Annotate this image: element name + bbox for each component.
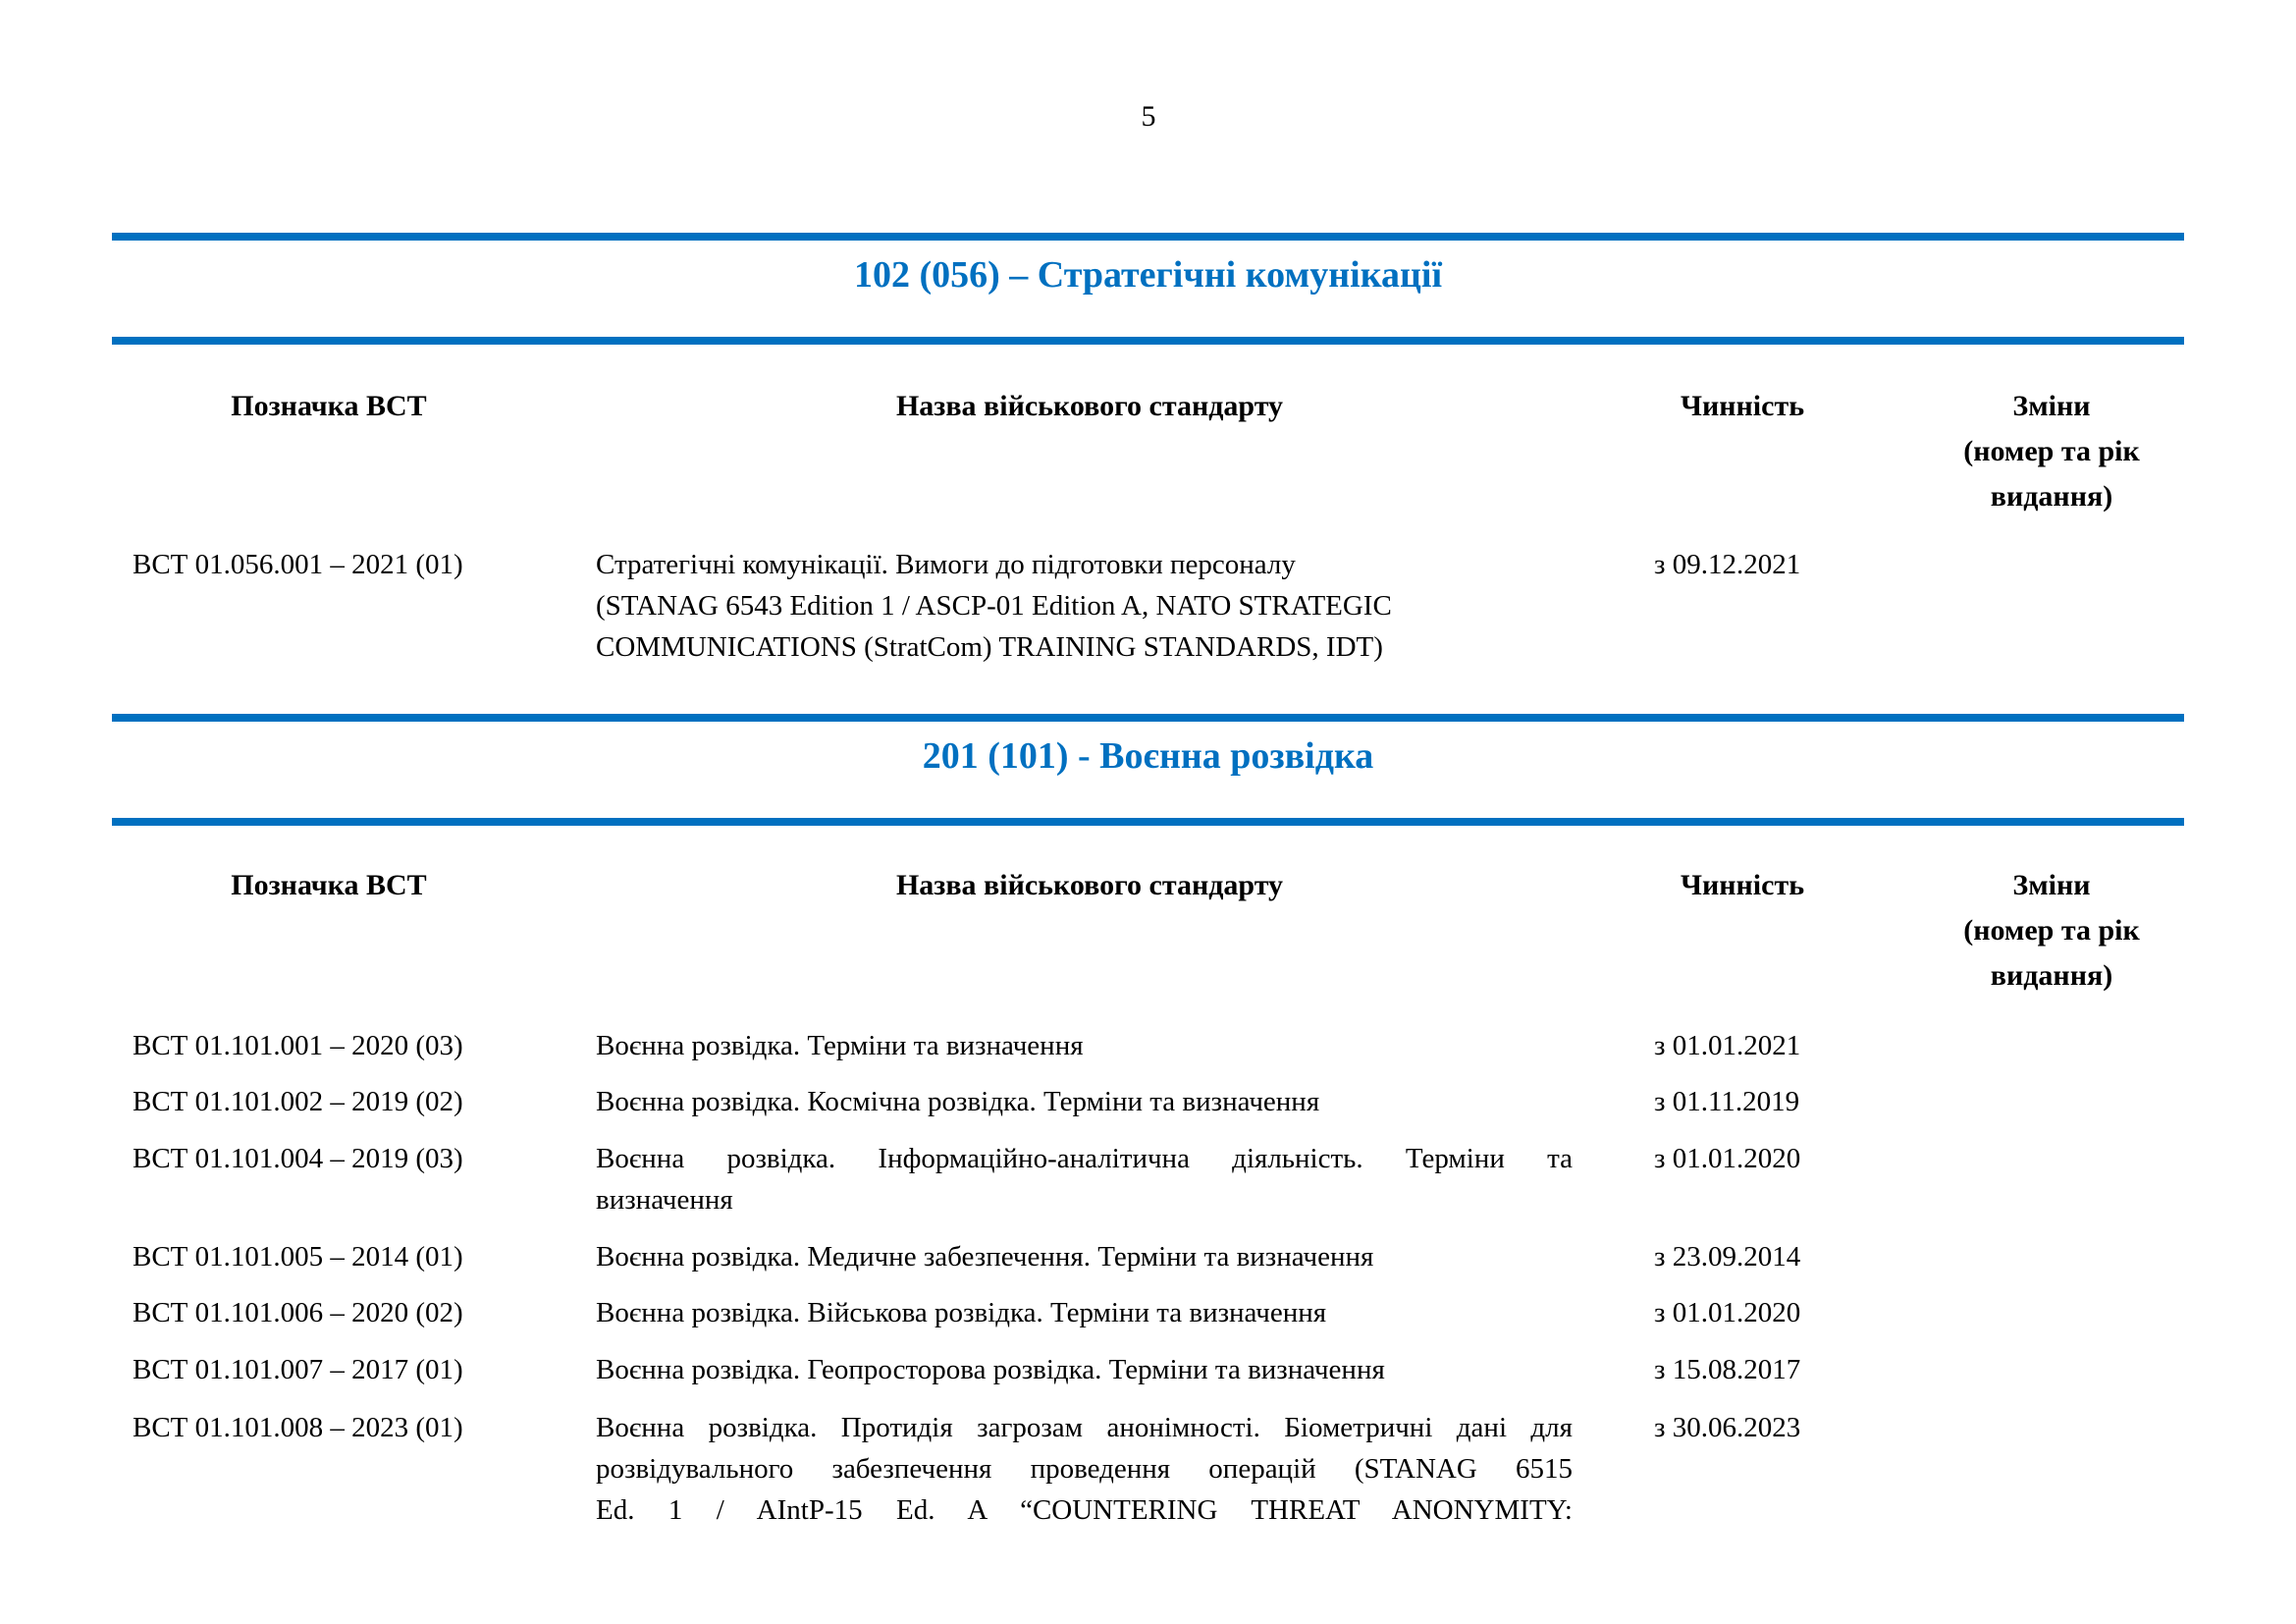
- header-changes-line: (номер та рік: [1963, 435, 2140, 467]
- header-validity: Чинність: [1680, 390, 1805, 422]
- section-title: 201 (101) - Воєнна розвідка: [922, 735, 1374, 777]
- standard-name: [596, 1025, 1573, 1066]
- standard-name-line: розвідувального забезпечення проведення операцій (STANAG 6515: [596, 1453, 1573, 1485]
- section-rule-top: [112, 714, 2184, 722]
- validity-date: з 01.11.2019: [1654, 1086, 1800, 1117]
- header-validity: Чинність: [1680, 869, 1805, 901]
- standard-name: [596, 1292, 1573, 1333]
- standard-name-line: (STANAG 6543 Edition 1 / ASCP-01 Edition A, NATO STRATEGIC: [596, 590, 1392, 622]
- validity-date: з 09.12.2021: [1654, 549, 1801, 580]
- standard-name-line: визначення: [596, 1184, 733, 1216]
- standard-name-line: Воєнна розвідка. Космічна розвідка. Терміни та визначення: [596, 1086, 1320, 1117]
- header-code: Позначка ВСТ: [231, 390, 427, 422]
- header-changes-line: видання): [1990, 959, 2113, 992]
- standard-name-line: Воєнна розвідка. Медичне забезпечення. Терміни та визначення: [596, 1241, 1374, 1272]
- validity-date: з 30.06.2023: [1654, 1412, 1801, 1443]
- page-number: 5: [1141, 100, 1156, 133]
- standard-code: ВСТ 01.101.007 – 2017 (01): [133, 1354, 463, 1385]
- standard-code: ВСТ 01.101.005 – 2014 (01): [133, 1241, 463, 1272]
- header-name: Назва військового стандарту: [895, 390, 1284, 422]
- standard-name: [596, 544, 1627, 668]
- standard-name: [596, 1407, 1573, 1531]
- header-changes: [1904, 863, 2199, 999]
- standard-name: [596, 1236, 1573, 1277]
- standard-name: [596, 1138, 1573, 1220]
- standard-name: [596, 1081, 1573, 1122]
- standard-code: ВСТ 01.101.006 – 2020 (02): [133, 1297, 463, 1328]
- standard-code: ВСТ 01.101.008 – 2023 (01): [133, 1412, 463, 1443]
- header-changes-line: Зміни: [2012, 869, 2091, 901]
- standard-name-line: COMMUNICATIONS (StratCom) TRAINING STANDARDS, IDT): [596, 631, 1383, 663]
- standard-name-line: Воєнна розвідка. Інформаційно-аналітична діяльність. Терміни та: [596, 1143, 1573, 1174]
- header-changes-line: (номер та рік: [1963, 914, 2140, 947]
- header-changes-line: Зміни: [2012, 390, 2091, 422]
- validity-date: з 01.01.2021: [1654, 1030, 1801, 1061]
- header-changes-line: видання): [1990, 480, 2113, 513]
- standard-code: ВСТ 01.056.001 – 2021 (01): [133, 549, 463, 580]
- section-rule-top: [112, 233, 2184, 241]
- section-rule-bottom: [112, 337, 2184, 345]
- header-name: Назва військового стандарту: [895, 869, 1284, 901]
- standard-name: [596, 1349, 1573, 1390]
- standard-code: ВСТ 01.101.004 – 2019 (03): [133, 1143, 463, 1174]
- section-title: 102 (056) – Стратегічні комунікації: [853, 254, 1443, 296]
- standard-name-line: Воєнна розвідка. Геопросторова розвідка. Терміни та визначення: [596, 1354, 1385, 1385]
- validity-date: з 01.01.2020: [1654, 1143, 1801, 1174]
- header-changes: [1904, 384, 2199, 519]
- validity-date: з 15.08.2017: [1654, 1354, 1801, 1385]
- section-rule-bottom: [112, 818, 2184, 826]
- standard-name-line: Воєнна розвідка. Терміни та визначення: [596, 1030, 1084, 1061]
- validity-date: з 23.09.2014: [1654, 1241, 1801, 1272]
- standard-name-line: Ed. 1 / AIntP-15 Ed. A “COUNTERING THREAT ANONYMITY:: [596, 1494, 1573, 1526]
- validity-date: з 01.01.2020: [1654, 1297, 1801, 1328]
- standard-name-line: Воєнна розвідка. Протидія загрозам анонімності. Біометричні дані для: [596, 1412, 1573, 1443]
- header-code: Позначка ВСТ: [231, 869, 427, 901]
- standard-name-line: Воєнна розвідка. Військова розвідка. Терміни та визначення: [596, 1297, 1327, 1328]
- standard-code: ВСТ 01.101.002 – 2019 (02): [133, 1086, 463, 1117]
- standard-code: ВСТ 01.101.001 – 2020 (03): [133, 1030, 463, 1061]
- standard-name-line: Стратегічні комунікації. Вимоги до підготовки персоналу: [596, 549, 1296, 580]
